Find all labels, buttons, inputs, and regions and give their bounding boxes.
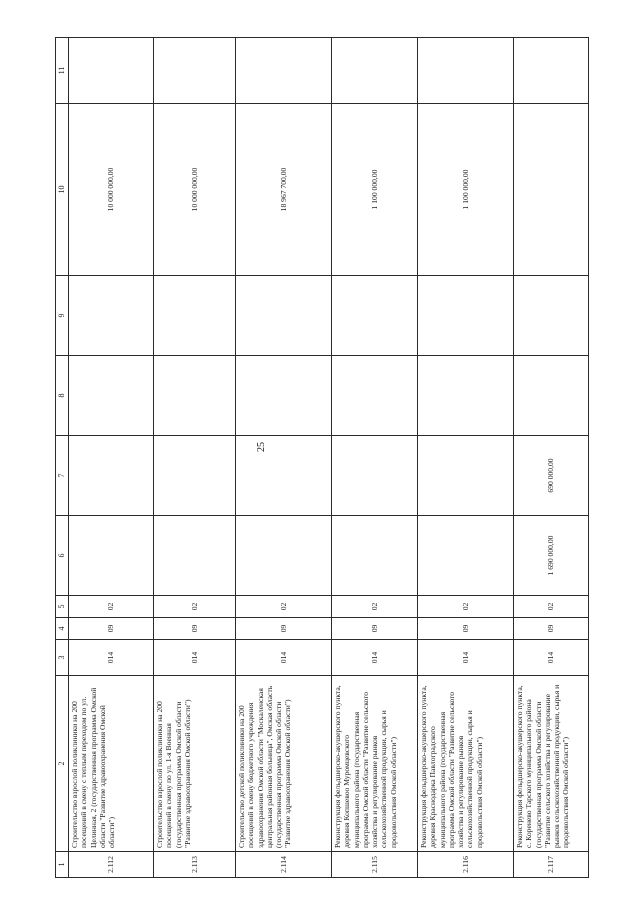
amount-col10: 10 000 000,00 [154,104,236,276]
object-name: Строительство детской поликлиники на 200 посещений в смену бюджетного учреждения здравоохранения Омской области "Москаленская центральная районная больница", Омская область (государственная программа Омской области "Развитие здравоохранения Омской области") [236,676,332,852]
code-col5: 02 [514,596,589,618]
object-name: Реконструкция фельдшерско-акушерского пункта, деревня Копшевоо Муромцевского муниципального района (государственная программа Омской области "Развитие сельского хозяйства и регулирование рынков сельскохозяйственной продукции, сырья и продовольствия Омской области") [332,676,418,852]
amount-col9 [69,276,154,356]
code-col4: 09 [332,618,418,640]
col-header-1: 1 [56,852,69,878]
amount-col7 [418,436,514,516]
code-col3: 014 [154,640,236,676]
amount-col9 [154,276,236,356]
amount-col8 [514,356,589,436]
row-number: 2.116 [418,852,514,878]
amount-col9 [236,276,332,356]
code-col3: 014 [236,640,332,676]
col-header-8: 8 [56,356,69,436]
amount-col10: 10 000 000,00 [69,104,154,276]
amount-col11 [332,38,418,104]
object-name: Реконструкция фельдшерско-акушерского пункта, деревня Краснодарка Павлоградского муниципального района (государственная программа Омской области "Развитие сельского хозяйства и регулирование рынков сельскохозяйственной продукции, сырья и продовольствия Омской области") [418,676,514,852]
amount-col6 [154,516,236,596]
table-row [418,38,514,878]
code-col5: 02 [332,596,418,618]
table-row [514,38,589,878]
amount-col6 [69,516,154,596]
page-number: 25 [256,442,267,452]
row-number: 2.112 [69,852,154,878]
amount-col6 [418,516,514,596]
col-header-5: 5 [56,596,69,618]
amount-col10: 1 100 000,00 [418,104,514,276]
amount-col7 [236,436,332,516]
code-col3: 014 [332,640,418,676]
amount-col7: 690 000,00 [514,436,589,516]
code-col3: 014 [418,640,514,676]
amount-col9 [332,276,418,356]
rotated-table-frame [55,38,585,878]
table-row [236,38,332,878]
code-col5: 02 [236,596,332,618]
table-row [332,38,418,878]
header-row [56,38,69,878]
code-col4: 09 [514,618,589,640]
amount-col10: 18 967 700,00 [236,104,332,276]
col-header-10: 10 [56,104,69,276]
code-col5: 02 [418,596,514,618]
col-header-6: 6 [56,516,69,596]
amount-col8 [236,356,332,436]
amount-col6 [332,516,418,596]
row-number: 2.117 [514,852,589,878]
amount-col10: 1 100 000,00 [332,104,418,276]
amount-col8 [69,356,154,436]
col-header-3: 3 [56,640,69,676]
object-name: Реконструкция фельдшерско-акушерского пункта, с. Коренево Тарского муниципального района (государственная программа Омской области "Развитие сельского хозяйства и регулирование рынков сельскохозяйственной продукции, сырья и продовольствия Омской области") [514,676,589,852]
amount-col11 [69,38,154,104]
col-header-9: 9 [56,276,69,356]
amount-col10 [514,104,589,276]
code-col5: 02 [154,596,236,618]
amount-col6: 1 690 000,00 [514,516,589,596]
table-row [154,38,236,878]
row-number: 2.114 [236,852,332,878]
col-header-4: 4 [56,618,69,640]
amount-col7 [69,436,154,516]
amount-col8 [418,356,514,436]
amount-col7 [154,436,236,516]
amount-col8 [154,356,236,436]
amount-col6 [236,516,332,596]
object-name: Строительство взрослой поликлиники на 200 посещений в смену с теплым переходом по ул. Целинная, 2 (государственная программа Омской области "Развитие здравоохранения Омской области") [69,676,154,852]
code-col3: 014 [514,640,589,676]
table-rotator [55,38,585,878]
table-row [69,38,154,878]
col-header-7: 7 [56,436,69,516]
code-col4: 09 [69,618,154,640]
code-col4: 09 [154,618,236,640]
budget-table [55,37,589,878]
code-col4: 09 [418,618,514,640]
code-col3: 014 [69,640,154,676]
row-number: 2.115 [332,852,418,878]
col-header-11: 11 [56,38,69,104]
amount-col11 [236,38,332,104]
amount-col11 [154,38,236,104]
col-header-2: 2 [56,676,69,852]
row-number: 2.113 [154,852,236,878]
amount-col9 [514,276,589,356]
amount-col9 [418,276,514,356]
code-col5: 02 [69,596,154,618]
code-col4: 09 [236,618,332,640]
amount-col11 [514,38,589,104]
object-name: Строительство взрослой поликлиники на 200 посещений в смену по ул. 1-я Военная (государственная программа Омской области "Развитие здравоохранения Омской области") [154,676,236,852]
amount-col11 [418,38,514,104]
amount-col8 [332,356,418,436]
amount-col7 [332,436,418,516]
